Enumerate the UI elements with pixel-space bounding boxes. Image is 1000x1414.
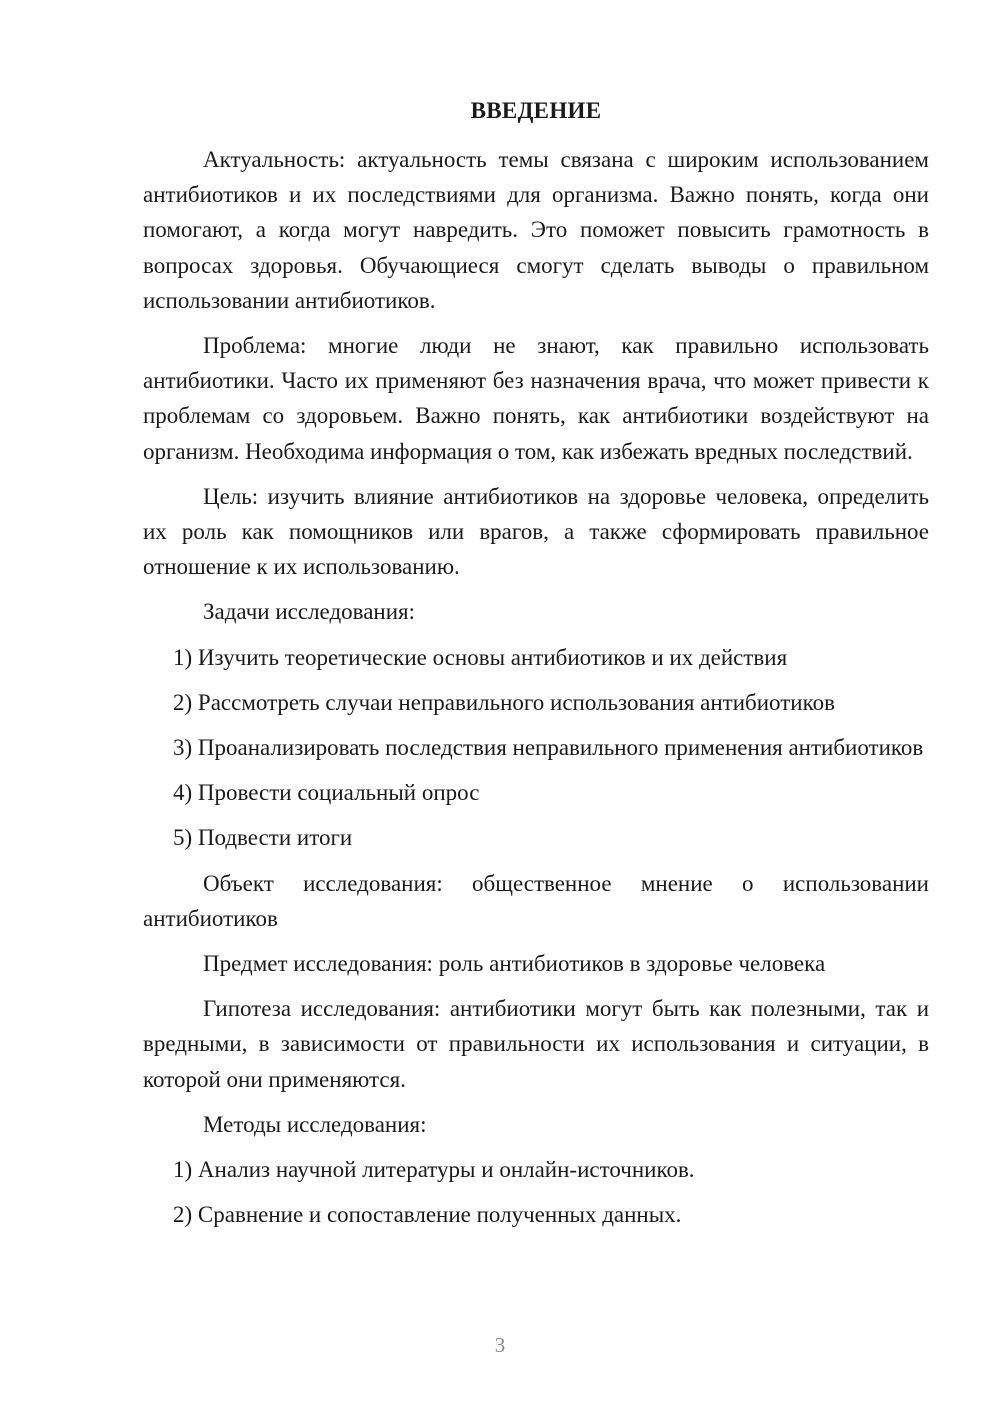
task-item: 4) Провести социальный опрос [173,780,480,806]
task-item: 3) Проанализировать последствия неправильного применения антибиотиков [173,735,924,761]
section-heading: ВВЕДЕНИЕ [470,98,602,123]
subject-paragraph: Предмет исследования: роль антибиотиков в здоровье человека [203,951,826,977]
hypothesis-paragraph: Гипотеза исследования: антибиотики могут быть как полезными, так и вредными, в зависимости от правильности их использования и ситуации, в которой они применяются. [143,996,929,1092]
document-page [143,0,929,1414]
page-number: 3 [494,1333,506,1357]
method-item: 2) Сравнение и сопоставление полученных данных. [173,1202,682,1228]
task-item: 2) Рассмотреть случаи неправильного использования антибиотиков [173,689,835,715]
tasks-heading: Задачи исследования: [203,599,416,625]
method-item: 1) Анализ научной литературы и онлайн-источников. [173,1157,695,1183]
problem-paragraph: Проблема: многие люди не знают, как правильно использовать антибиотики. Часто их применяют без назначения врача, что может привести к проблемам со здоровьем. Важно понять, как антибиотики воздействуют на организм. Необходима информация о том, как избежать вредных последствий. [143,333,929,464]
goal-paragraph: Цель: изучить влияние антибиотиков на здоровье человека, определить их роль как помощников или врагов, а также сформировать правильное отношение к их использованию. [143,483,929,580]
task-item: 1) Изучить теоретические основы антибиотиков и их действия [173,644,788,670]
object-paragraph: Объект исследования: общественное мнение о использовании антибиотиков [143,870,929,931]
relevance-paragraph: Актуальность: актуальность темы связана с широким использованием антибиотиков и их последствиями для организма. Важно понять, когда они помогают, а когда могут навредить. Это поможет повысить грамотность в вопросах здоровья. Обучающиеся смогут сделать выводы о правильном использовании антибиотиков. [143,147,929,313]
methods-heading: Методы исследования: [203,1111,427,1137]
task-item: 5) Подвести итоги [173,825,353,851]
